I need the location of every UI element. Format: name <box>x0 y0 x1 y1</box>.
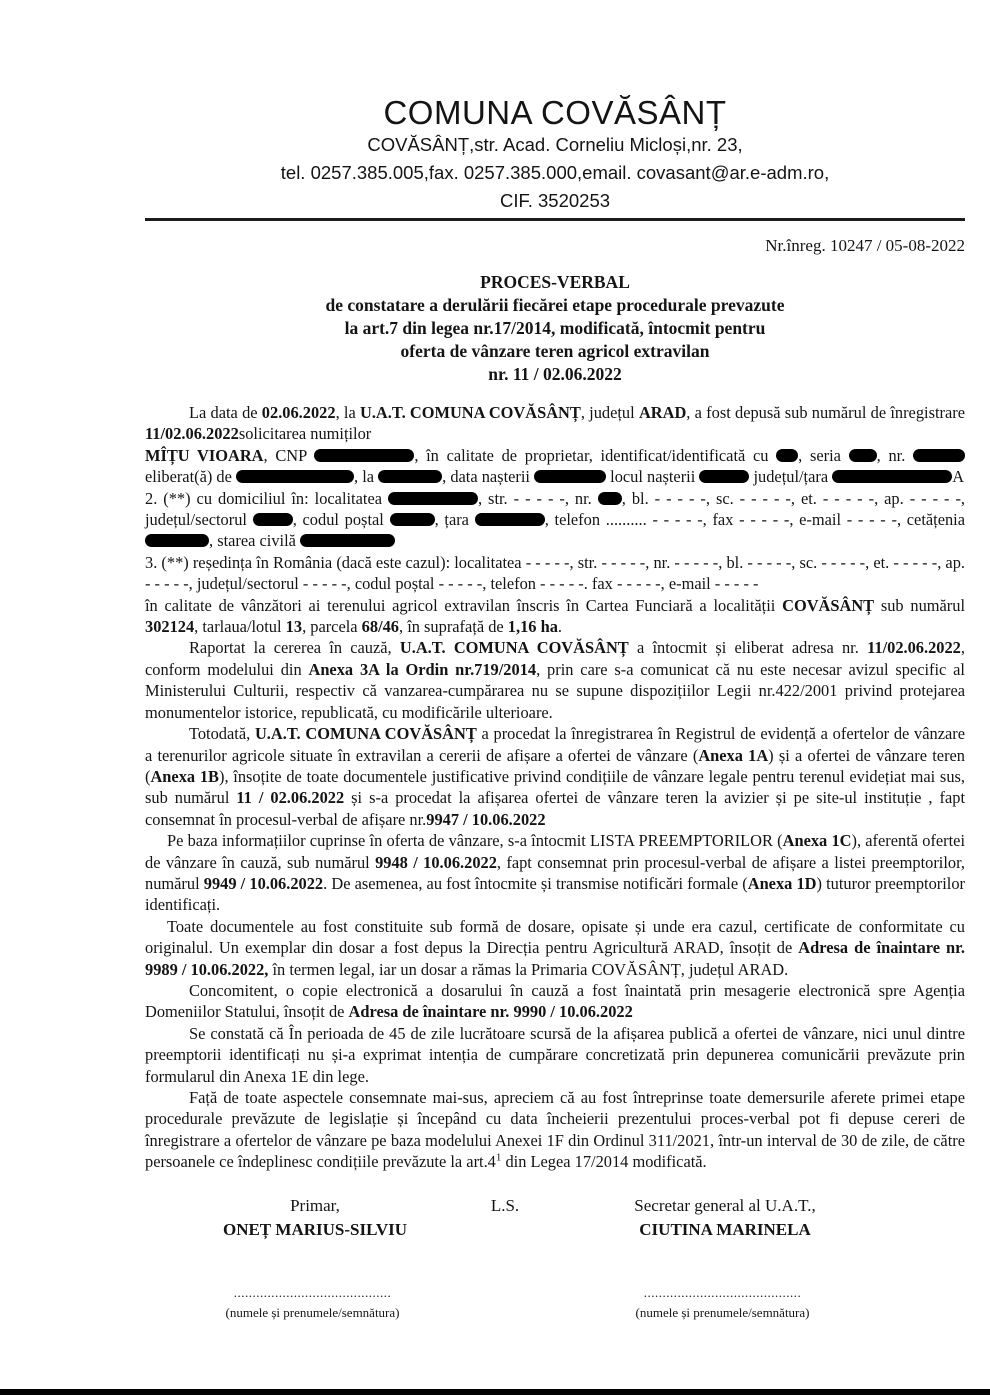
body-text: locul nașterii <box>606 467 700 487</box>
body-text: 3. (**) reședința în România (dacă este cazul): localitatea - - - - -, str. - - - - -, nr. - - - - -, bl. - - - - -, sc. - - - - -, et. - - - - -, ap. - - - - -, județul/sectorul - - - - -, codul poștal - - - - -, telefon - - - - -. fax - - - - -, e-mail - - - - - <box>145 552 965 594</box>
bold-text: 9948 / 10.06.2022 <box>375 852 497 872</box>
body-text: , telefon .......... - - - - -, fax - - - - -, e-mail - - - - -, cetățenia <box>544 510 966 530</box>
signature-left <box>165 1195 465 1241</box>
signature-caption-right: (numele și prenumele/semnătura) <box>635 1304 810 1320</box>
body-text: A <box>952 467 965 487</box>
bold-text: Anexa 1B <box>150 766 219 786</box>
body-text: a procedat la înregistrarea în Registrul de evidență a ofertelor de vânzare a terenurilor agricole situate în extravilan a cererii de afișare a ofertei de vânzare ( <box>145 724 965 765</box>
signature-right-name: CIUTINA MARINELA <box>639 1219 811 1239</box>
dotted-line: .......................................... <box>233 1284 392 1300</box>
signature-caption-left: (numele și prenumele/semnătura) <box>225 1304 400 1320</box>
redaction-mark <box>378 470 442 483</box>
body-text: , conform modelului din <box>145 638 965 679</box>
bold-text: Adresa de înaintare nr. 9990 / 10.06.2022 <box>348 1002 633 1022</box>
body-text: , în suprafață de <box>399 617 508 637</box>
body-text: , fapt consemnat prin procesul-verbal de afișare a listei preemptorilor, numărul <box>145 852 965 893</box>
paragraph <box>145 916 965 980</box>
body-text: , seria <box>798 445 849 465</box>
organization-address: COVĂSÂNȚ,str. Acad. Corneliu Micloși,nr. 23, <box>367 134 743 155</box>
signature-left-name: ONEȚ MARIUS-SILVIU <box>222 1219 408 1239</box>
redaction-mark <box>388 492 478 505</box>
body-text: La data de <box>189 403 262 422</box>
document-title-line: de constatare a derulării fiecărei etape procedurale prevazute <box>325 295 785 315</box>
body-text: și s-a procedat la afișarea ofertei de vânzare teren la avizier și pe site-ul instituție , fapt consemnat în procesul-verbal de afișare nr. <box>145 788 966 829</box>
redaction-mark <box>145 534 209 547</box>
body-text: județul/țara <box>749 467 833 487</box>
redaction-mark <box>776 449 798 462</box>
paragraph <box>145 552 965 595</box>
redaction-mark <box>832 470 952 483</box>
organization-name: COMUNA COVĂSÂNȚ <box>383 94 727 131</box>
redaction-mark <box>236 470 354 483</box>
document-title-main: PROCES-VERBAL <box>480 272 630 292</box>
paragraph <box>145 1087 965 1173</box>
body-text: eliberat(ă) de <box>145 467 236 487</box>
redaction-mark <box>314 449 414 462</box>
body-text: Față de toate aspectele consemnate mai-sus, apreciem că au fost întreprinse toate demersurile aferete primei etape procedurale prevăzute de legislație și începând cu data încheierii prezentului proces-verbal pot fi depuse cereri de înregistrare a ofertelor de vânzare pe baza modelului Anexei 1F din Ordinul 311/2021, într-un interval de 30 de zile, de către persoanele ce îndeplinesc condițiile prevăzute la art.4 <box>145 1088 965 1172</box>
body-text: , parcela <box>302 617 362 637</box>
body-text: Toate documentele au fost constituite sub formă de dosare, opisate și unde era cazul, certificate de conformitate cu originalul. Un exemplar din dosar a fost depus la Direcția pentru Agricultură ARAD, însoțit de <box>145 916 965 958</box>
bold-text: MÎȚU VIOARA <box>145 445 264 465</box>
document-title-line: oferta de vânzare teren agricol extravilan <box>400 341 710 361</box>
bold-text: 302124 <box>145 617 195 637</box>
bold-text: U.A.T. COMUNA COVĂSÂNȚ <box>359 403 581 422</box>
redaction-mark <box>913 449 965 462</box>
body-text: , str. - - - - -, nr. <box>477 488 598 508</box>
bold-text: 02.06.2022 <box>261 403 336 422</box>
bold-text: Anexa 1D <box>747 873 817 893</box>
bold-text: Anexa 3A la Ordin nr.719/2014 <box>308 659 537 679</box>
body-text: în termen legal, iar un dosar a rămas la Primaria COVĂSÂNȚ, județul ARAD. <box>268 959 789 979</box>
body-text: , starea civilă <box>209 531 301 551</box>
body-text: . De asemenea, au fost întocmite și transmise notificări formale ( <box>323 873 748 893</box>
document-title-line: la art.7 din legea nr.17/2014, modificată, întocmit pentru <box>344 318 766 338</box>
superscript-text: 1 <box>495 1151 502 1164</box>
body-text: , la <box>335 403 360 422</box>
document-title <box>145 271 965 386</box>
redaction-mark <box>699 470 749 483</box>
redaction-mark <box>475 513 545 526</box>
document-title-line: nr. 11 / 02.06.2022 <box>488 364 622 384</box>
bold-text: U.A.T. COMUNA COVĂSÂNȚ <box>254 724 477 744</box>
paragraph <box>145 488 965 552</box>
redaction-mark <box>534 470 606 483</box>
bold-text: 9947 / 10.06.2022 <box>426 809 546 829</box>
body-text: , CNP <box>263 445 315 465</box>
letterhead <box>145 95 965 215</box>
body-text: . <box>557 617 562 637</box>
body-text: Pe baza informațiilor cuprinse în oferta de vânzare, s-a întocmit LISTA PREEMPTORILOR ( <box>167 831 783 851</box>
header-divider <box>145 218 965 221</box>
body-text: , data nașterii <box>442 467 535 487</box>
body-text: ) și a ofertei de vânzare teren ( <box>145 745 965 786</box>
paragraph <box>145 830 965 916</box>
dotted-line: .......................................... <box>643 1284 802 1300</box>
body-text: în calitate de vânzători ai terenului agricol extravilan înscris în Cartea Funciară a localității <box>145 595 783 615</box>
body-text: solicitarea numiților <box>238 424 372 444</box>
bold-text: Anexa 1C <box>782 831 852 851</box>
redaction-mark <box>253 513 293 526</box>
bold-text: ARAD <box>638 403 687 422</box>
bold-text: 11 / 02.06.2022 <box>236 788 345 808</box>
body-text: Se constată că În perioada de 45 de zile lucrătoare scursă de la afișarea publică a ofertei de vânzare, nici unul dintre preemptorii identificați nu și-a exprimat intenția de cumpărare concretizată prin depunerea comunicării prevăzute prin formularul din Anexa 1E din lege. <box>145 1023 965 1086</box>
organization-cif: CIF. 3520253 <box>499 190 611 211</box>
bold-text: 11/02.06.2022 <box>145 424 239 444</box>
organization-contact: tel. 0257.385.005,fax. 0257.385.000,email. covasant@ar.e-adm.ro, <box>280 162 830 183</box>
redaction-mark <box>300 534 395 547</box>
body-text: , prin care s-a comunicat că nu este necesar avizul specific al Ministerului Culturii, respectiv că vanzarea-cumpărarea nu se supune dispozițiilor Legii nr.422/2001 privind protejarea monumentelor istorice, republicată, cu modificările ulterioare. <box>145 659 965 722</box>
body-text: Raportat la cererea în cauză, <box>189 638 400 658</box>
body-text: , codul poștal <box>292 510 390 530</box>
signature-right <box>575 1195 875 1241</box>
scan-edge-artifact <box>0 1389 990 1395</box>
body-text: Concomitent, o copie electronică a dosarului în cauză a fost înaintată prin mesagerie electronică spre Agenția Domeniilor Statului, însoțit de <box>145 980 965 1022</box>
signature-line-left <box>205 1285 420 1321</box>
body-text: Totodată, <box>189 724 255 744</box>
signature-block <box>145 1195 965 1241</box>
body-text: sub numărul <box>874 595 966 615</box>
body-text: 2. (**) cu domiciliul în: localitatea <box>145 488 388 508</box>
body-text: , la <box>354 467 379 487</box>
signature-line-right <box>615 1285 830 1321</box>
bold-text: 68/46 <box>361 617 400 637</box>
redaction-mark <box>849 449 877 462</box>
paragraph <box>145 445 965 488</box>
paragraph <box>145 980 965 1023</box>
signature-lines <box>145 1285 965 1345</box>
paragraph <box>145 723 965 830</box>
body-text: , județul <box>580 403 639 422</box>
redaction-mark <box>598 492 622 505</box>
paragraph <box>145 402 965 445</box>
seal-placeholder: L.S. <box>490 1195 520 1215</box>
bold-text: 9949 / 10.06.2022 <box>203 873 324 893</box>
signature-left-role: Primar, <box>290 1195 340 1215</box>
bold-text: 13 <box>285 617 303 637</box>
body-text: , nr. <box>876 445 914 465</box>
body-text: a întocmit și eliberat adresa nr. <box>628 638 868 658</box>
body-text: , țara <box>434 510 475 530</box>
bold-text: Anexa 1A <box>698 745 769 765</box>
body-text: ), însoțite de toate documentele justificative privind condițiile de vânzare legale pentru terenul evidețiat mai sus, sub numărul <box>145 766 965 808</box>
bold-text: Adresa de înaintare nr. 9989 / 10.06.2022, <box>145 938 965 979</box>
bold-text: COVĂSÂNȚ <box>782 595 875 615</box>
body-text: , bl. - - - - -, sc. - - - - -, et. - - - - -, ap. - - - - -, județul/sectorul <box>145 488 966 530</box>
paragraph <box>145 1023 965 1087</box>
body-text: , în calitate de proprietar, identificat/identificată cu <box>414 445 777 465</box>
body-text: , tarlaua/lotul <box>194 617 286 637</box>
body-text: din Legea 17/2014 modificată. <box>501 1152 707 1172</box>
bold-text: 11/02.06.2022 <box>867 638 961 658</box>
bold-text: 1,16 ha <box>507 617 558 637</box>
redaction-mark <box>390 513 435 526</box>
registration-number: Nr.înreg. 10247 / 05-08-2022 <box>765 236 965 255</box>
body-text: ), aferentă ofertei de vânzare în cauză, sub numărul <box>145 831 966 872</box>
signature-right-role: Secretar general al U.A.T., <box>634 1195 816 1215</box>
body-text: ) tuturor preemptorilor identificați. <box>145 873 965 915</box>
bold-text: U.A.T. COMUNA COVĂSÂNȚ <box>399 638 629 658</box>
paragraph <box>145 595 965 638</box>
paragraph <box>145 637 965 723</box>
body-text: , a fost depusă sub numărul de înregistrare <box>686 403 965 422</box>
document-body <box>145 402 965 1173</box>
